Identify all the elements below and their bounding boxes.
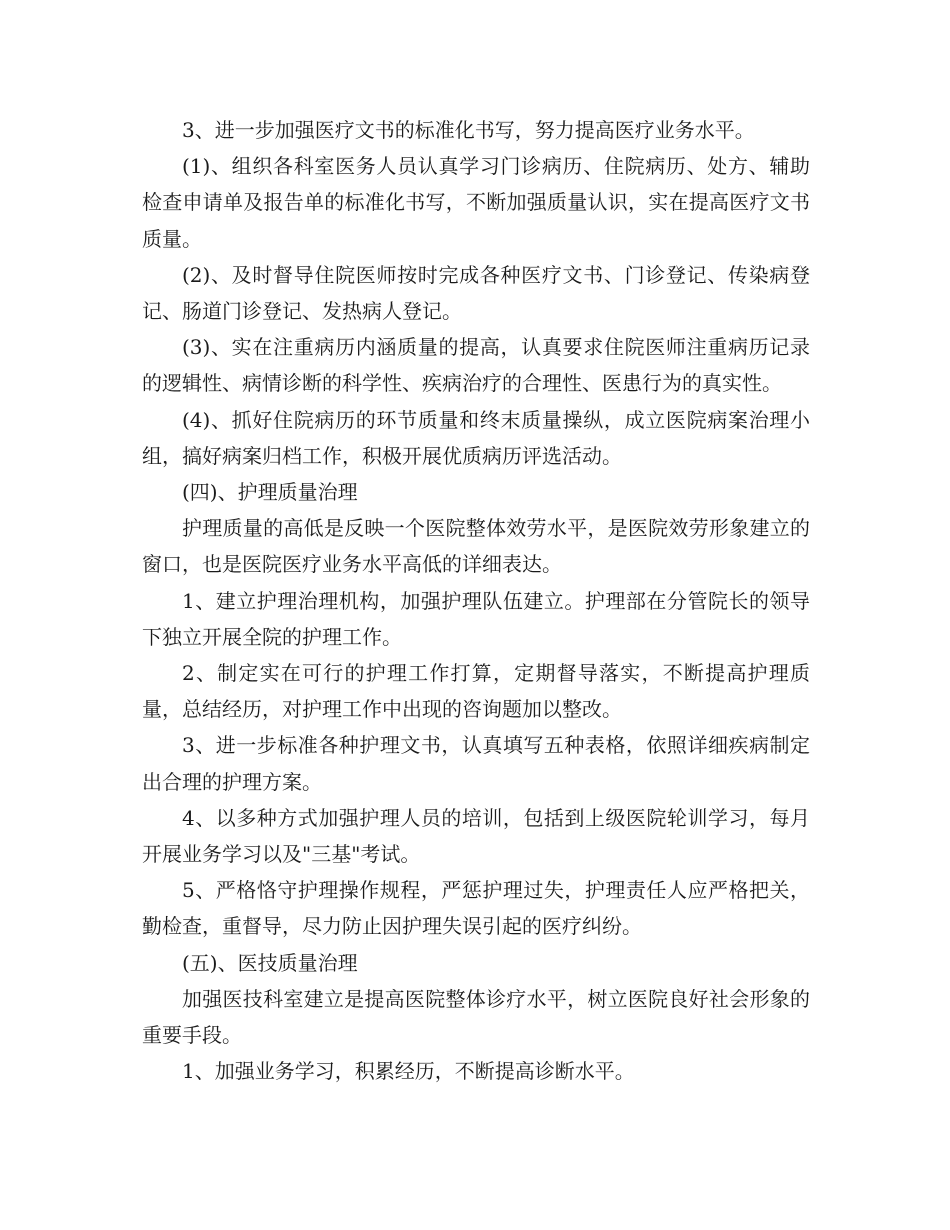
paragraph-nursing-intro: 护理质量的高低是反映一个医院整体效劳水平，是医院效劳形象建立的窗口，也是医院医疗业务水平高低的详细表达。: [142, 516, 810, 577]
section-heading-medtech: (五)、医技质量治理: [182, 950, 358, 975]
paragraph-subitem-3: (3)、实在注重病历内涵质量的提高，认真要求住院医师注重病历记录的逻辑性、病情诊断的科学性、疾病治疗的合理性、医患行为的真实性。: [142, 335, 810, 396]
paragraph-subitem-4: (4)、抓好住院病历的环节质量和终末质量操纵，成立医院病案治理小组，搞好病案归档工作，积极开展优质病历评选活动。: [142, 407, 810, 468]
paragraph-item-3-heading: 3、进一步加强医疗文书的标准化书写，努力提高医疗业务水平。: [182, 118, 755, 142]
paragraph-subitem-2: (2)、及时督导住院医师按时完成各种医疗文书、门诊登记、传染病登记、肠道门诊登记、发热病人登记。: [142, 262, 810, 324]
document-page: [142, 112, 810, 1089]
paragraph-medtech-item-1: 1、加强业务学习，积累经历，不断提高诊断水平。: [182, 1059, 635, 1084]
paragraph-medtech-intro: 加强医技科室建立是提高医院整体诊疗水平，树立医院良好社会形象的重要手段。: [142, 986, 810, 1048]
paragraph-nursing-item-3: 3、进一步标准各种护理文书，认真填写五种表格，依照详细疾病制定出合理的护理方案。: [142, 733, 810, 794]
paragraph-subitem-1: (1)、组织各科室医务人员认真学习门诊病历、住院病历、处方、辅助检查申请单及报告单的标准化书写，不断加强质量认识，实在提高医疗文书质量。: [142, 154, 810, 251]
paragraph-nursing-item-2: 2、制定实在可行的护理工作打算，定期督导落实，不断提高护理质量，总结经历，对护理工作中出现的咨询题加以整改。: [142, 661, 810, 722]
section-heading-nursing: (四)、护理质量治理: [182, 480, 358, 505]
paragraph-nursing-item-4: 4、以多种方式加强护理人员的培训，包括到上级医院轮训学习，每月开展业务学习以及"三基"考试。: [142, 805, 810, 867]
paragraph-nursing-item-5: 5、严格恪守护理操作规程，严惩护理过失，护理责任人应严格把关，勤检查，重督导，尽力防止因护理失误引起的医疗纠纷。: [142, 878, 810, 939]
paragraph-nursing-item-1: 1、建立护理治理机构，加强护理队伍建立。护理部在分管院长的领导下独立开展全院的护理工作。: [142, 588, 810, 649]
